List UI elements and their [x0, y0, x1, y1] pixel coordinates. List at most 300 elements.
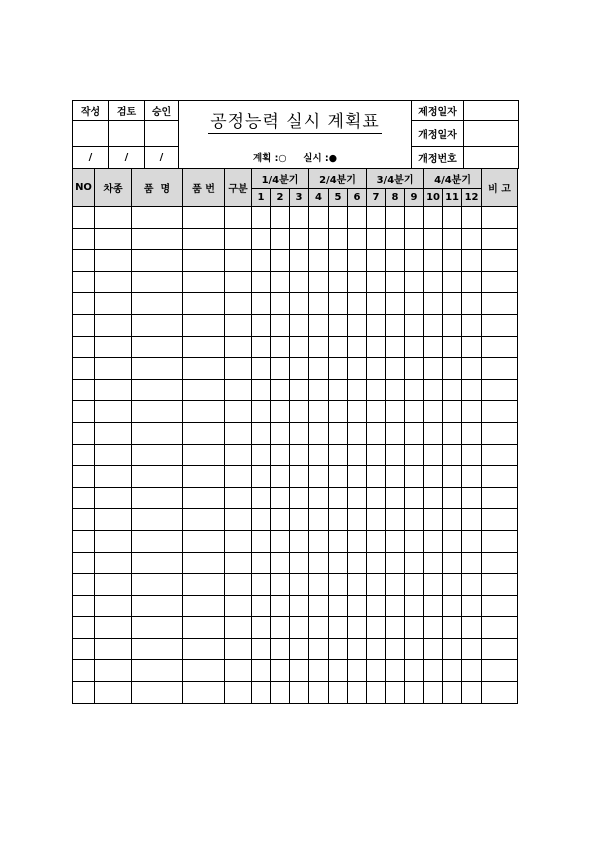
table-cell[interactable]: [405, 552, 424, 574]
table-cell[interactable]: [424, 574, 443, 596]
table-cell[interactable]: [348, 358, 367, 380]
reviewer-sign-field[interactable]: [109, 121, 145, 147]
table-cell[interactable]: [329, 595, 348, 617]
table-cell[interactable]: [132, 293, 183, 315]
table-cell[interactable]: [183, 271, 225, 293]
table-cell[interactable]: [443, 509, 462, 531]
table-cell[interactable]: [309, 401, 329, 423]
table-cell[interactable]: [462, 228, 482, 250]
table-cell[interactable]: [348, 595, 367, 617]
table-cell[interactable]: [482, 314, 518, 336]
table-cell[interactable]: [271, 336, 290, 358]
table-cell[interactable]: [271, 271, 290, 293]
table-cell[interactable]: [482, 660, 518, 682]
table-cell[interactable]: [271, 422, 290, 444]
table-cell[interactable]: [443, 552, 462, 574]
table-cell[interactable]: [95, 682, 132, 704]
table-cell[interactable]: [95, 660, 132, 682]
table-cell[interactable]: [309, 660, 329, 682]
table-cell[interactable]: [348, 574, 367, 596]
table-cell[interactable]: [183, 466, 225, 488]
table-cell[interactable]: [405, 509, 424, 531]
table-cell[interactable]: [462, 660, 482, 682]
table-cell[interactable]: [367, 250, 386, 272]
table-cell[interactable]: [329, 682, 348, 704]
table-cell[interactable]: [290, 228, 309, 250]
table-cell[interactable]: [386, 401, 405, 423]
table-cell[interactable]: [290, 250, 309, 272]
table-cell[interactable]: [95, 358, 132, 380]
table-cell[interactable]: [443, 422, 462, 444]
table-cell[interactable]: [443, 466, 462, 488]
table-cell[interactable]: [73, 638, 95, 660]
table-cell[interactable]: [225, 444, 252, 466]
table-cell[interactable]: [95, 336, 132, 358]
table-cell[interactable]: [329, 509, 348, 531]
table-cell[interactable]: [225, 358, 252, 380]
table-cell[interactable]: [482, 509, 518, 531]
table-cell[interactable]: [225, 401, 252, 423]
table-cell[interactable]: [132, 358, 183, 380]
table-cell[interactable]: [367, 379, 386, 401]
table-cell[interactable]: [386, 271, 405, 293]
table-cell[interactable]: [424, 638, 443, 660]
table-cell[interactable]: [462, 574, 482, 596]
table-cell[interactable]: [424, 617, 443, 639]
table-cell[interactable]: [73, 422, 95, 444]
table-cell[interactable]: [386, 530, 405, 552]
table-cell[interactable]: [462, 509, 482, 531]
table-cell[interactable]: [183, 682, 225, 704]
table-cell[interactable]: [132, 574, 183, 596]
table-cell[interactable]: [271, 466, 290, 488]
table-cell[interactable]: [348, 271, 367, 293]
table-cell[interactable]: [405, 682, 424, 704]
table-cell[interactable]: [482, 552, 518, 574]
table-cell[interactable]: [252, 638, 271, 660]
table-cell[interactable]: [290, 336, 309, 358]
table-cell[interactable]: [367, 682, 386, 704]
table-cell[interactable]: [367, 617, 386, 639]
table-cell[interactable]: [252, 574, 271, 596]
table-cell[interactable]: [329, 207, 348, 229]
table-cell[interactable]: [386, 293, 405, 315]
table-cell[interactable]: [405, 401, 424, 423]
table-cell[interactable]: [462, 401, 482, 423]
table-cell[interactable]: [290, 207, 309, 229]
table-cell[interactable]: [183, 379, 225, 401]
table-cell[interactable]: [183, 638, 225, 660]
table-cell[interactable]: [482, 466, 518, 488]
table-cell[interactable]: [386, 638, 405, 660]
table-cell[interactable]: [329, 552, 348, 574]
table-cell[interactable]: [252, 250, 271, 272]
table-cell[interactable]: [183, 228, 225, 250]
table-cell[interactable]: [73, 401, 95, 423]
table-cell[interactable]: [367, 530, 386, 552]
table-cell[interactable]: [271, 595, 290, 617]
table-cell[interactable]: [482, 250, 518, 272]
table-cell[interactable]: [73, 358, 95, 380]
table-cell[interactable]: [309, 271, 329, 293]
table-cell[interactable]: [424, 336, 443, 358]
table-cell[interactable]: [132, 595, 183, 617]
table-cell[interactable]: [132, 379, 183, 401]
table-cell[interactable]: [405, 660, 424, 682]
table-cell[interactable]: [183, 401, 225, 423]
table-cell[interactable]: [482, 444, 518, 466]
table-cell[interactable]: [348, 207, 367, 229]
table-cell[interactable]: [95, 271, 132, 293]
table-cell[interactable]: [329, 638, 348, 660]
table-cell[interactable]: [367, 401, 386, 423]
table-cell[interactable]: [183, 487, 225, 509]
table-cell[interactable]: [443, 530, 462, 552]
table-cell[interactable]: [386, 552, 405, 574]
table-cell[interactable]: [348, 552, 367, 574]
table-cell[interactable]: [462, 358, 482, 380]
table-cell[interactable]: [405, 207, 424, 229]
approver-sign-field[interactable]: [145, 121, 179, 147]
table-cell[interactable]: [73, 228, 95, 250]
table-cell[interactable]: [290, 660, 309, 682]
table-cell[interactable]: [183, 444, 225, 466]
table-cell[interactable]: [424, 422, 443, 444]
table-cell[interactable]: [424, 530, 443, 552]
table-cell[interactable]: [367, 228, 386, 250]
table-cell[interactable]: [95, 293, 132, 315]
table-cell[interactable]: [132, 617, 183, 639]
table-cell[interactable]: [132, 530, 183, 552]
table-cell[interactable]: [225, 660, 252, 682]
table-cell[interactable]: [252, 552, 271, 574]
table-cell[interactable]: [252, 422, 271, 444]
table-cell[interactable]: [95, 617, 132, 639]
table-cell[interactable]: [329, 228, 348, 250]
table-cell[interactable]: [309, 444, 329, 466]
table-cell[interactable]: [309, 552, 329, 574]
table-cell[interactable]: [386, 617, 405, 639]
table-cell[interactable]: [482, 530, 518, 552]
table-cell[interactable]: [367, 638, 386, 660]
table-cell[interactable]: [271, 660, 290, 682]
table-cell[interactable]: [95, 509, 132, 531]
table-cell[interactable]: [482, 487, 518, 509]
table-cell[interactable]: [132, 207, 183, 229]
table-cell[interactable]: [252, 466, 271, 488]
table-cell[interactable]: [132, 638, 183, 660]
table-cell[interactable]: [367, 358, 386, 380]
table-cell[interactable]: [309, 358, 329, 380]
table-cell[interactable]: [462, 271, 482, 293]
table-cell[interactable]: [95, 422, 132, 444]
table-cell[interactable]: [405, 293, 424, 315]
table-cell[interactable]: [367, 574, 386, 596]
table-cell[interactable]: [132, 444, 183, 466]
table-cell[interactable]: [482, 336, 518, 358]
table-cell[interactable]: [95, 638, 132, 660]
table-cell[interactable]: [309, 530, 329, 552]
table-cell[interactable]: [132, 271, 183, 293]
table-cell[interactable]: [443, 358, 462, 380]
table-cell[interactable]: [405, 595, 424, 617]
table-cell[interactable]: [386, 250, 405, 272]
table-cell[interactable]: [309, 682, 329, 704]
table-cell[interactable]: [462, 595, 482, 617]
table-cell[interactable]: [405, 444, 424, 466]
table-cell[interactable]: [386, 207, 405, 229]
table-cell[interactable]: [329, 530, 348, 552]
table-cell[interactable]: [271, 509, 290, 531]
table-cell[interactable]: [271, 314, 290, 336]
table-cell[interactable]: [132, 487, 183, 509]
table-cell[interactable]: [95, 228, 132, 250]
table-cell[interactable]: [367, 271, 386, 293]
table-cell[interactable]: [183, 509, 225, 531]
table-cell[interactable]: [95, 250, 132, 272]
table-cell[interactable]: [405, 250, 424, 272]
table-cell[interactable]: [271, 444, 290, 466]
table-cell[interactable]: [271, 574, 290, 596]
table-cell[interactable]: [348, 401, 367, 423]
table-cell[interactable]: [309, 336, 329, 358]
table-cell[interactable]: [424, 487, 443, 509]
table-cell[interactable]: [309, 207, 329, 229]
table-cell[interactable]: [348, 617, 367, 639]
table-cell[interactable]: [482, 617, 518, 639]
table-cell[interactable]: [462, 617, 482, 639]
table-cell[interactable]: [482, 379, 518, 401]
table-cell[interactable]: [482, 207, 518, 229]
table-cell[interactable]: [225, 617, 252, 639]
table-cell[interactable]: [348, 638, 367, 660]
table-cell[interactable]: [252, 660, 271, 682]
table-cell[interactable]: [309, 422, 329, 444]
table-cell[interactable]: [95, 379, 132, 401]
table-cell[interactable]: [309, 466, 329, 488]
table-cell[interactable]: [386, 228, 405, 250]
table-cell[interactable]: [252, 682, 271, 704]
table-cell[interactable]: [424, 552, 443, 574]
table-cell[interactable]: [367, 660, 386, 682]
table-cell[interactable]: [348, 487, 367, 509]
table-cell[interactable]: [443, 487, 462, 509]
table-cell[interactable]: [252, 271, 271, 293]
table-cell[interactable]: [405, 574, 424, 596]
table-cell[interactable]: [386, 314, 405, 336]
table-cell[interactable]: [225, 595, 252, 617]
table-cell[interactable]: [95, 207, 132, 229]
table-cell[interactable]: [290, 401, 309, 423]
table-cell[interactable]: [482, 228, 518, 250]
table-cell[interactable]: [290, 293, 309, 315]
table-cell[interactable]: [348, 250, 367, 272]
table-cell[interactable]: [73, 314, 95, 336]
table-cell[interactable]: [348, 379, 367, 401]
table-cell[interactable]: [290, 379, 309, 401]
table-cell[interactable]: [183, 250, 225, 272]
table-cell[interactable]: [271, 358, 290, 380]
table-cell[interactable]: [443, 207, 462, 229]
table-cell[interactable]: [271, 530, 290, 552]
table-cell[interactable]: [386, 509, 405, 531]
table-cell[interactable]: [271, 250, 290, 272]
table-cell[interactable]: [252, 509, 271, 531]
table-cell[interactable]: [348, 422, 367, 444]
table-cell[interactable]: [73, 336, 95, 358]
table-cell[interactable]: [290, 314, 309, 336]
table-cell[interactable]: [482, 574, 518, 596]
table-cell[interactable]: [386, 422, 405, 444]
table-cell[interactable]: [252, 401, 271, 423]
table-cell[interactable]: [329, 487, 348, 509]
table-cell[interactable]: [405, 228, 424, 250]
table-cell[interactable]: [482, 638, 518, 660]
table-cell[interactable]: [290, 487, 309, 509]
table-cell[interactable]: [95, 530, 132, 552]
table-cell[interactable]: [329, 293, 348, 315]
table-cell[interactable]: [132, 660, 183, 682]
table-cell[interactable]: [73, 530, 95, 552]
table-cell[interactable]: [424, 401, 443, 423]
table-cell[interactable]: [73, 552, 95, 574]
table-cell[interactable]: [95, 314, 132, 336]
table-cell[interactable]: [443, 595, 462, 617]
table-cell[interactable]: [271, 552, 290, 574]
established-date-field[interactable]: [464, 101, 519, 121]
table-cell[interactable]: [95, 487, 132, 509]
table-cell[interactable]: [386, 660, 405, 682]
table-cell[interactable]: [443, 444, 462, 466]
table-cell[interactable]: [367, 595, 386, 617]
table-cell[interactable]: [271, 617, 290, 639]
table-cell[interactable]: [482, 401, 518, 423]
table-cell[interactable]: [386, 466, 405, 488]
table-cell[interactable]: [405, 314, 424, 336]
table-cell[interactable]: [95, 401, 132, 423]
table-cell[interactable]: [329, 314, 348, 336]
table-cell[interactable]: [348, 660, 367, 682]
table-cell[interactable]: [424, 595, 443, 617]
table-cell[interactable]: [290, 422, 309, 444]
table-cell[interactable]: [462, 250, 482, 272]
table-cell[interactable]: [462, 379, 482, 401]
table-cell[interactable]: [73, 466, 95, 488]
table-cell[interactable]: [252, 207, 271, 229]
table-cell[interactable]: [95, 595, 132, 617]
table-cell[interactable]: [405, 487, 424, 509]
table-cell[interactable]: [424, 358, 443, 380]
table-cell[interactable]: [386, 574, 405, 596]
table-cell[interactable]: [443, 401, 462, 423]
table-cell[interactable]: [73, 271, 95, 293]
table-cell[interactable]: [424, 509, 443, 531]
table-cell[interactable]: [462, 293, 482, 315]
table-cell[interactable]: [225, 228, 252, 250]
table-cell[interactable]: [225, 422, 252, 444]
table-cell[interactable]: [271, 293, 290, 315]
table-cell[interactable]: [290, 530, 309, 552]
table-cell[interactable]: [132, 422, 183, 444]
table-cell[interactable]: [424, 293, 443, 315]
table-cell[interactable]: [309, 314, 329, 336]
table-cell[interactable]: [271, 401, 290, 423]
table-cell[interactable]: [405, 336, 424, 358]
table-cell[interactable]: [424, 314, 443, 336]
table-cell[interactable]: [329, 466, 348, 488]
table-cell[interactable]: [348, 682, 367, 704]
table-cell[interactable]: [225, 336, 252, 358]
table-cell[interactable]: [405, 358, 424, 380]
table-cell[interactable]: [73, 250, 95, 272]
table-cell[interactable]: [462, 422, 482, 444]
table-cell[interactable]: [462, 552, 482, 574]
table-cell[interactable]: [225, 638, 252, 660]
table-cell[interactable]: [443, 660, 462, 682]
table-cell[interactable]: [252, 293, 271, 315]
table-cell[interactable]: [367, 552, 386, 574]
table-cell[interactable]: [367, 314, 386, 336]
table-cell[interactable]: [225, 271, 252, 293]
table-cell[interactable]: [290, 552, 309, 574]
table-cell[interactable]: [405, 617, 424, 639]
table-cell[interactable]: [405, 379, 424, 401]
table-cell[interactable]: [225, 250, 252, 272]
table-cell[interactable]: [482, 271, 518, 293]
table-cell[interactable]: [462, 682, 482, 704]
table-cell[interactable]: [462, 207, 482, 229]
table-cell[interactable]: [424, 271, 443, 293]
table-cell[interactable]: [405, 466, 424, 488]
table-cell[interactable]: [462, 336, 482, 358]
table-cell[interactable]: [443, 314, 462, 336]
table-cell[interactable]: [329, 422, 348, 444]
table-cell[interactable]: [290, 617, 309, 639]
table-cell[interactable]: [309, 595, 329, 617]
table-cell[interactable]: [290, 682, 309, 704]
table-cell[interactable]: [348, 228, 367, 250]
table-cell[interactable]: [132, 552, 183, 574]
table-cell[interactable]: [183, 358, 225, 380]
table-cell[interactable]: [290, 358, 309, 380]
table-cell[interactable]: [290, 595, 309, 617]
table-cell[interactable]: [73, 574, 95, 596]
table-cell[interactable]: [367, 293, 386, 315]
table-cell[interactable]: [225, 552, 252, 574]
table-cell[interactable]: [271, 379, 290, 401]
table-cell[interactable]: [424, 682, 443, 704]
table-cell[interactable]: [462, 466, 482, 488]
table-cell[interactable]: [329, 271, 348, 293]
table-cell[interactable]: [183, 617, 225, 639]
table-cell[interactable]: [271, 228, 290, 250]
table-cell[interactable]: [367, 207, 386, 229]
table-cell[interactable]: [329, 574, 348, 596]
table-cell[interactable]: [348, 530, 367, 552]
table-cell[interactable]: [462, 530, 482, 552]
table-cell[interactable]: [252, 358, 271, 380]
table-cell[interactable]: [329, 401, 348, 423]
table-cell[interactable]: [290, 638, 309, 660]
table-cell[interactable]: [424, 228, 443, 250]
table-cell[interactable]: [348, 509, 367, 531]
table-cell[interactable]: [271, 487, 290, 509]
table-cell[interactable]: [225, 314, 252, 336]
table-cell[interactable]: [252, 228, 271, 250]
table-cell[interactable]: [73, 293, 95, 315]
table-cell[interactable]: [252, 379, 271, 401]
table-cell[interactable]: [405, 638, 424, 660]
